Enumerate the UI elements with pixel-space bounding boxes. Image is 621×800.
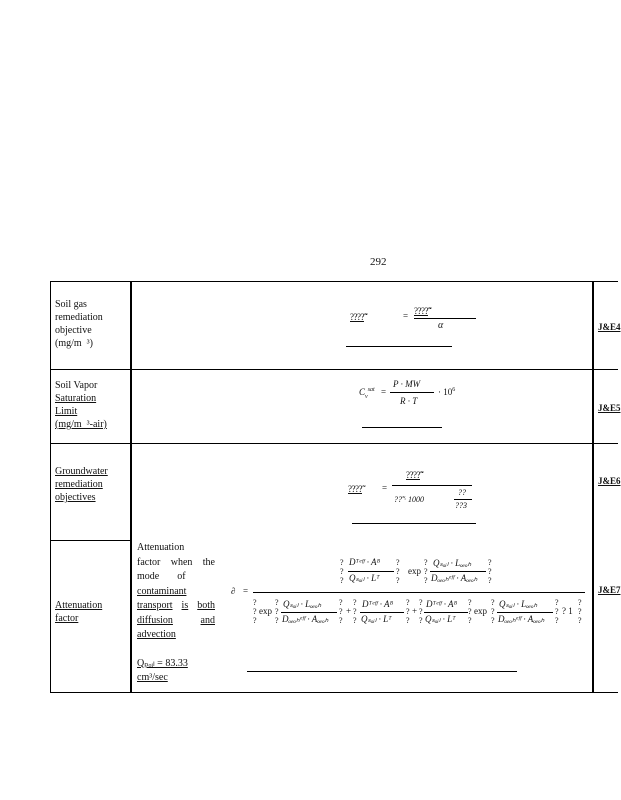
row4-num-frac1-bar bbox=[348, 571, 394, 572]
row4-den-exp1-right-bracket: ? ? ? bbox=[339, 598, 343, 625]
desc-line bbox=[137, 556, 215, 571]
row-divider-3 bbox=[50, 540, 130, 541]
row4-den-frac-d-top: Qₛₒᵢₗ · Lₒₑₒₕ bbox=[499, 599, 538, 609]
row4-description bbox=[137, 541, 215, 686]
row4-num-exp: exp bbox=[408, 566, 421, 576]
row4-num-frac2-top: Qₛₒᵢₗ · Lₒₑₒₕ bbox=[433, 558, 472, 568]
desc-word: of bbox=[177, 571, 186, 582]
row2-lhs-symbol: C bbox=[359, 387, 366, 397]
row1-label-line: objective bbox=[55, 325, 92, 336]
row2-label-line: Saturation bbox=[55, 393, 97, 404]
desc-line bbox=[137, 541, 215, 556]
row3-formula-denominator-left: ??̃̃̃̃ · 1000 bbox=[394, 495, 424, 504]
row3-formula-denominator-frac-bottom: ??3 bbox=[455, 501, 467, 510]
desc-word: transport bbox=[137, 600, 173, 611]
row3-reference: J&E6 bbox=[598, 476, 621, 486]
desc-line bbox=[137, 628, 215, 643]
row2-exponent: 6 bbox=[452, 387, 456, 393]
row1-formula-operator: = bbox=[403, 311, 409, 321]
desc-line bbox=[137, 585, 215, 600]
row4-den-frac-b-left-bracket: ? ? ? bbox=[353, 598, 357, 625]
table-left-border bbox=[50, 281, 51, 541]
row3-formula-denominator-frac-top: ?? bbox=[458, 488, 466, 497]
desc-word: Qₚₒᵢₗ = 83.33 bbox=[137, 657, 188, 669]
desc-word: and bbox=[200, 614, 215, 626]
row2-fraction-bar bbox=[390, 392, 434, 393]
row1-fraction-bar bbox=[414, 318, 476, 319]
row3-inner-fraction-bar bbox=[454, 499, 472, 500]
row4-num-frac1-bottom: Qₛₒᵢₗ · Lᵀ bbox=[349, 573, 380, 583]
desc-word: both bbox=[197, 600, 215, 611]
desc-line bbox=[137, 643, 215, 657]
row4-num-exp-left-bracket: ? ? ? bbox=[424, 558, 428, 585]
row4-den-frac-d-bottom: Dₒₑₒₕᵉᶠᶠ · Aₒₑₒₕ bbox=[498, 614, 545, 624]
row-divider-2 bbox=[50, 443, 618, 444]
table-top-border bbox=[50, 281, 618, 282]
row4-den-exp1: exp bbox=[259, 606, 272, 616]
row4-den-frac-a-top: Qₛₒᵢₗ · Lₒₑₒₕ bbox=[283, 599, 322, 609]
row4-den-outer-right-bracket: ? ? ? bbox=[578, 598, 582, 625]
row4-underline bbox=[247, 671, 517, 672]
row4-den-frac-b-bottom: Qₛₒᵢₗ · Lᵀ bbox=[361, 614, 392, 624]
desc-word: the bbox=[202, 556, 215, 568]
desc-word: diffusion bbox=[137, 614, 173, 626]
row2-formula-multiplier bbox=[438, 387, 455, 397]
row2-formula-denominator: R · T bbox=[400, 396, 418, 406]
row4-den-plus-1: + bbox=[346, 606, 352, 616]
row4-den-frac-c-bar bbox=[424, 612, 468, 613]
row3-formula-left: ????̃̃̃̃ bbox=[348, 484, 362, 494]
desc-word: when bbox=[170, 556, 193, 568]
row4-label bbox=[55, 599, 102, 625]
desc-line bbox=[137, 671, 215, 686]
row4-num-frac2-bottom: Dₒₑₒₕᵉᶠᶠ · Aₒₑₒₕ bbox=[431, 573, 478, 583]
row4-den-exp2-left-bracket: ? ? ? bbox=[491, 598, 495, 625]
row2-formula-numerator: P · MW bbox=[393, 379, 421, 389]
row2-formula-lhs bbox=[359, 387, 375, 400]
row-divider-1 bbox=[50, 369, 618, 370]
row4-den-outer-left-bracket: ? ? ? bbox=[253, 598, 257, 625]
desc-line bbox=[137, 599, 215, 614]
row4-den-exp1-left-bracket: ? ? ? bbox=[275, 598, 279, 625]
row4-den-frac-c-left-bracket: ? ? ? bbox=[419, 598, 423, 625]
row3-label bbox=[55, 465, 108, 504]
row4-den-frac-b-bar bbox=[360, 612, 404, 613]
row4-den-frac-b-top: Dᵀᵉᶠᶠ · Aᴮ bbox=[362, 599, 394, 609]
row4-main-fraction-bar bbox=[253, 592, 585, 593]
row4-den-frac-c-bottom: Qₛₒᵢₗ · Lᵀ bbox=[425, 614, 456, 624]
row4-label-line: factor bbox=[55, 613, 79, 624]
desc-line bbox=[137, 614, 215, 629]
row4-formula-lhs: ∂ bbox=[231, 586, 236, 596]
row2-formula-operator: = bbox=[381, 387, 387, 397]
row4-den-exp2-right-bracket: ? ? ? bbox=[555, 598, 559, 625]
row1-label-line: (mg/m ³) bbox=[55, 338, 93, 349]
row2-label-line: (mg/m ³-air) bbox=[55, 419, 107, 430]
row4-den-minus-one: ? 1 bbox=[562, 606, 573, 616]
row1-underline bbox=[346, 346, 452, 347]
desc-line bbox=[137, 657, 215, 672]
desc-word: contaminant bbox=[137, 585, 187, 597]
row1-label-line: Soil gas bbox=[55, 299, 87, 310]
row4-den-plus-2: + bbox=[412, 606, 418, 616]
row2-reference: J&E5 bbox=[598, 403, 621, 413]
row3-label-line: objectives bbox=[55, 492, 96, 503]
row4-den-exp2: exp bbox=[474, 606, 487, 616]
row3-formula-numerator: ????̃̃̃̃̃̃̃̃̃̃̃̃ bbox=[406, 470, 420, 480]
row4-num-left-bracket: ? ? ? bbox=[340, 558, 344, 585]
row3-formula-operator: = bbox=[382, 483, 388, 493]
row4-den-frac-a-bar bbox=[281, 612, 337, 613]
row1-reference: J&E4 bbox=[598, 322, 621, 332]
row1-formula-numerator: ????̃̃̃̃̃̃̃̃̃̃̃̃̃̃ bbox=[414, 306, 428, 316]
row2-label-line: Soil Vapor bbox=[55, 380, 98, 391]
row3-fraction-bar bbox=[392, 485, 472, 486]
row4-num-frac2-bar bbox=[430, 571, 486, 572]
row2-lhs-sup: sat bbox=[367, 387, 375, 393]
row1-label-line: remediation bbox=[55, 312, 103, 323]
row1-label bbox=[55, 298, 103, 350]
row3-label-line: remediation bbox=[55, 479, 103, 490]
row4-reference: J&E7 bbox=[598, 585, 621, 595]
table-left-border-lower bbox=[50, 540, 51, 692]
col-divider-1 bbox=[130, 281, 132, 692]
row4-den-frac-b-right-bracket: ? ? ? bbox=[406, 598, 410, 625]
row1-formula-denominator: α bbox=[438, 320, 444, 331]
desc-word: advection bbox=[137, 629, 176, 640]
row2-underline bbox=[362, 427, 442, 428]
row4-den-frac-d-bar bbox=[497, 612, 553, 613]
col-divider-2 bbox=[592, 281, 594, 692]
row4-den-frac-c-top: Dᵀᵉᶠᶠ · Aᴮ bbox=[426, 599, 458, 609]
row4-den-frac-a-bottom: Dₒₑₒₕᵉᶠᶠ · Aₒₑₒₕ bbox=[282, 614, 329, 624]
row2-multiplier-text: · 10 bbox=[438, 387, 453, 397]
row3-label-line: Groundwater bbox=[55, 466, 108, 477]
desc-word: is bbox=[181, 600, 189, 611]
row4-num-frac1-top: Dᵀᵉᶠᶠ · Aᴮ bbox=[349, 557, 381, 567]
desc-word: factor bbox=[137, 556, 161, 568]
row2-label-line: Limit bbox=[55, 406, 78, 417]
desc-word: Attenuation bbox=[137, 542, 185, 553]
table-bottom-border bbox=[50, 692, 618, 693]
row2-lhs-sub: v bbox=[365, 393, 368, 400]
row4-num-right-bracket: ? ? ? bbox=[396, 558, 400, 585]
row4-label-line: Attenuation bbox=[55, 600, 103, 611]
row2-label bbox=[55, 379, 107, 431]
desc-word: mode bbox=[137, 571, 160, 582]
desc-line bbox=[137, 570, 215, 585]
row1-formula-left: ????̃̃̃̃̃̃̃̃̃̃̃̃ bbox=[350, 312, 364, 322]
page-number: 292 bbox=[370, 256, 387, 268]
desc-word: cm³/sec bbox=[137, 672, 168, 683]
row4-num-exp-right-bracket: ? ? ? bbox=[488, 558, 492, 585]
row4-den-frac-c-right-bracket: ? ? ? bbox=[468, 598, 472, 625]
row3-underline bbox=[352, 523, 476, 524]
row4-formula-operator: = bbox=[243, 586, 249, 596]
